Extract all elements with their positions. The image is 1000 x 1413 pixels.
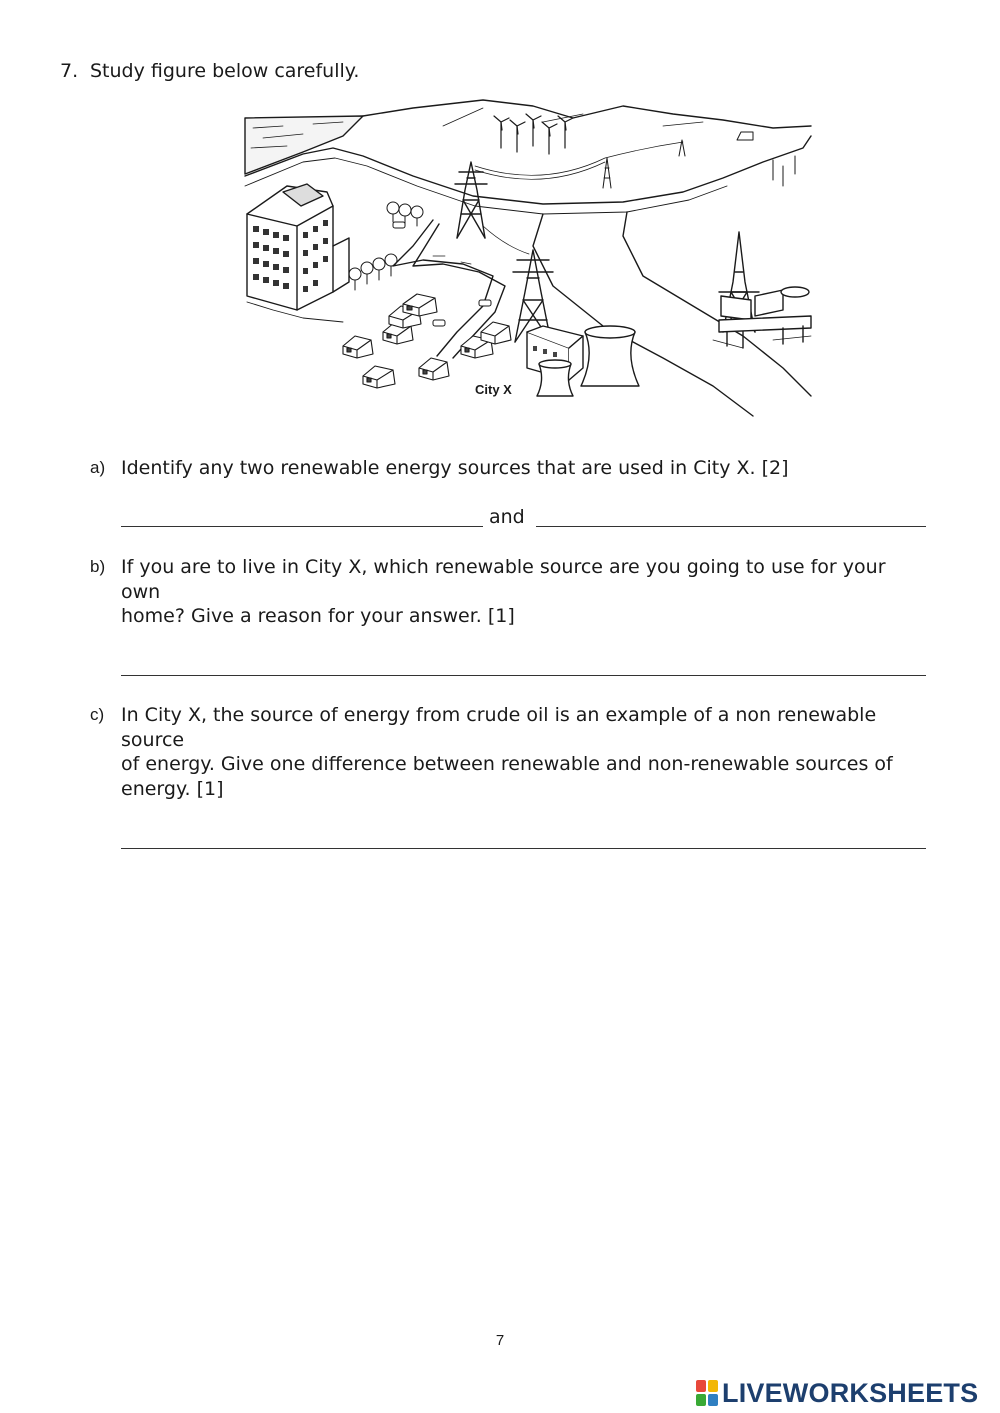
energy-landscape-figure (243, 96, 815, 418)
answer-line-a1[interactable] (121, 526, 483, 527)
logo-tile-3 (696, 1394, 706, 1406)
trees-illustration (349, 202, 423, 290)
far-pylons (603, 132, 795, 188)
sea-illustration (245, 116, 363, 174)
oil-rig-illustration (713, 232, 811, 348)
part-c-letter: c) (90, 705, 105, 724)
figure-label: City X (475, 382, 512, 397)
question-part-c (90, 703, 940, 801)
pylon-illustration (455, 162, 487, 238)
question-part-b (90, 555, 940, 629)
part-b-line-2: own (121, 580, 161, 603)
liveworksheets-brand[interactable] (696, 1378, 978, 1408)
apartment-building (247, 184, 349, 310)
logo-tile-1 (696, 1380, 706, 1392)
question-number: 7. (60, 60, 79, 82)
brand-name: LIVEWORKSHEETS (722, 1377, 979, 1408)
part-c-line-2: source (121, 728, 185, 751)
part-a-line-1: Identify any two renewable energy sources that are used in City X. [2] (121, 457, 789, 479)
power-station-illustration (527, 326, 639, 396)
part-c-line-4: energy. [1] (121, 777, 224, 800)
part-b-letter: b) (90, 557, 106, 576)
answer-line-a2[interactable] (536, 526, 926, 527)
page-number: 7 (495, 1332, 505, 1349)
part-c-line-3: of energy. Give one difference between renewable and non-renewable sources of (121, 753, 893, 775)
logo-tile-2 (708, 1380, 718, 1392)
question-title (60, 60, 359, 82)
answer-connector: and (489, 506, 525, 528)
mountains-illustration (363, 100, 811, 128)
coastline (245, 136, 811, 204)
logo-tile-4 (708, 1394, 718, 1406)
liveworksheets-logo-icon (696, 1380, 718, 1406)
answer-line-c[interactable] (121, 848, 926, 849)
question-part-a (90, 456, 940, 481)
part-c-line-1: In City X, the source of energy from crude oil is an example of a non renewable (121, 704, 877, 726)
answer-line-b[interactable] (121, 675, 926, 676)
question-prompt: Study figure below carefully. (90, 60, 360, 82)
wind-turbines-illustration (494, 114, 573, 154)
part-a-letter: a) (90, 458, 106, 477)
houses-illustration (343, 294, 511, 388)
part-b-line-3: home? Give a reason for your answer. [1] (121, 605, 515, 627)
part-b-line-1: If you are to live in City X, which renewable source are you going to use for your (121, 556, 886, 578)
